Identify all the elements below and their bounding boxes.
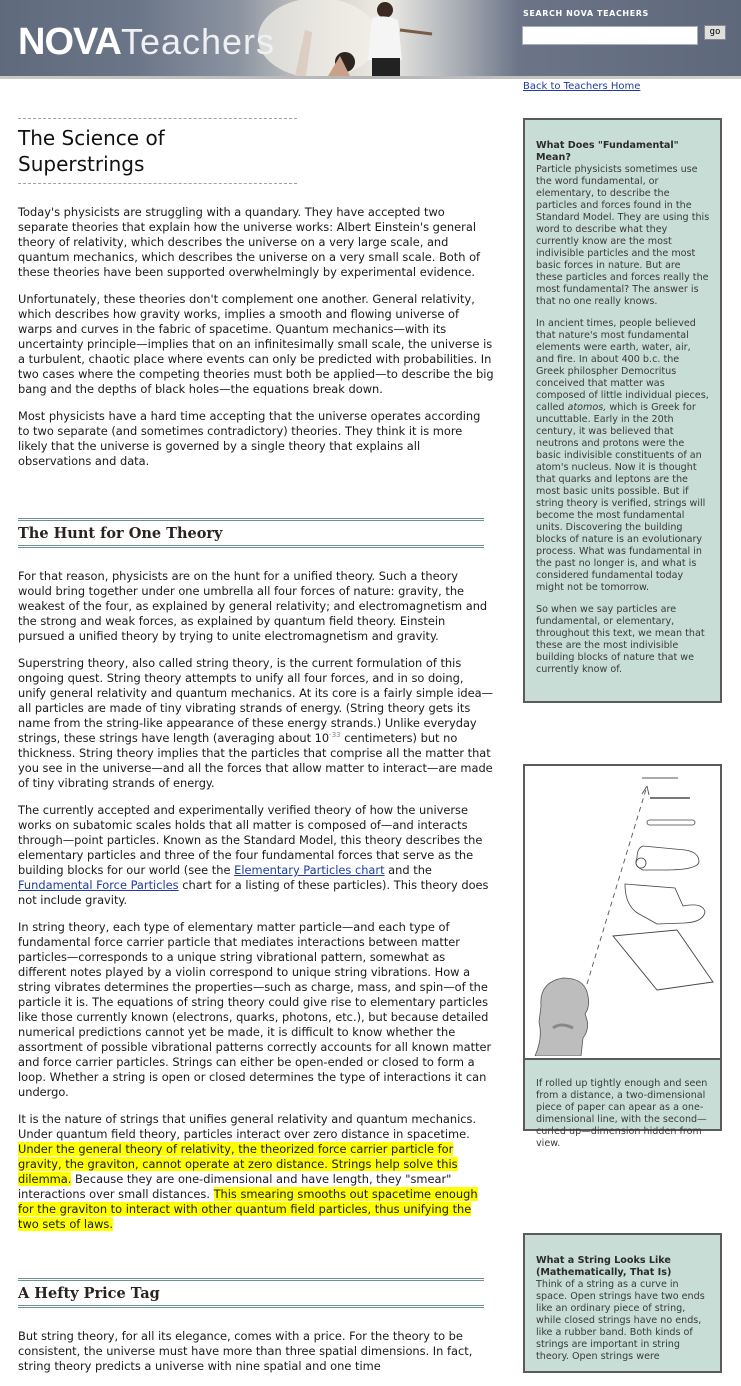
text-span: The currently accepted and experimentally verified theory of how the universe works on subatomic scales holds that all matter is composed of—and interacts through—point particles. Known as the Standard Model, this theory describes the elementary particles and three of the four fundamental forces that serve as the building blocks for our world (see the — [18, 803, 483, 877]
text-span: which is Greek for uncuttable. Early in the 20th century, it was believed that neutrons and protons were the basic indivisible constituents of an atom's nucleus. Now it is thought that quarks and leptons are the most basic units possible. But if string theory is verified, strings will become the most fundamental units. Discovering the building blocks of nature is an evolutionary process. What was fundamental in the past no longer is, and what is considered fundamental today might not be tomorrow. — [536, 402, 706, 593]
text-span: In ancient times, people believed that nature's most fundamental elements were earth, water, air, and fire. In about 400 b.c. the Greek philospher Democritus conceived that matter was composed of little individual pieces, called — [536, 318, 709, 413]
logo-teachers: Teachers — [120, 21, 276, 62]
section-heading-hunt — [18, 518, 484, 548]
intro-paragraph-3: Most physicists have a hard time accepting that the universe operates according to two separate (and sometimes contradictory) theories. They think it is more likely that the universe is governed by a single theory that explains all observations and data. — [18, 409, 481, 468]
hunt-paragraph-3 — [18, 803, 494, 908]
fundamental-force-particles-link[interactable]: Fundamental Force Particles — [18, 878, 179, 892]
text-span: and the — [384, 863, 432, 877]
header-divider — [0, 76, 741, 79]
hunt-paragraph-2 — [18, 656, 494, 791]
sidebar-string-looks-box — [523, 1233, 722, 1373]
section-heading-text: The Hunt for One Theory — [18, 525, 223, 542]
hunt-paragraph-4: In string theory, each type of elementary matter particle—and each type of fundamental force carrier particle that mediates interactions between matter particles—corresponds to a unique string vibrational pattern, somewhat as different notes played by a violin correspond to unique string vibrations. How a string vibrates determines the properties—such as charge, mass, and spin—of the particle it is. The equations of string theory could give rise to elementary particles like those currently known (electrons, quarks, photons, etc.), but because detailed numerical predictions cannot yet be made, it is difficult to know whether the assortment of possible vibrational patterns correctly accounts for all known matter and force carrier particles. Strings can either be open-ended or closed to form a loop. Whether a string is open or closed determines the type of interactions it can undergo. — [18, 920, 492, 1099]
highlighted-text: This smearing smooths out spacetime enough for the graviton to interact with other quantum field particles, thus unifying the two sets of laws. — [18, 1187, 478, 1231]
search-label: SEARCH NOVA TEACHERS — [523, 9, 649, 18]
sidebar-paragraph: Think of a string as a curve in space. Open strings have two ends like an ordinary piece of string, while closed strings have no ends, like a rubber band. Both kinds of strings are important in string theory. Open strings were — [536, 1279, 705, 1362]
back-to-teachers-home-link[interactable]: Back to Teachers Home — [523, 81, 641, 92]
article — [18, 118, 494, 1386]
hunt-paragraph-1: For that reason, physicists are on the hunt for a unified theory. Such a theory would bring together under one umbrella all four forces of nature: gravity, the weakest of the four, as explained by general relativity; and electromagnetism and the strong and weak forces, as explained by quantum field theory. Einstein pursued a unified theory by trying to unite electromagnetism and gravity. — [18, 569, 488, 643]
rolled-paper-illustration — [525, 766, 720, 1056]
section-heading-price — [18, 1278, 484, 1308]
section-heading-text: A Hefty Price Tag — [18, 1285, 160, 1302]
nova-teachers-logo[interactable] — [18, 21, 275, 64]
price-paragraph-1: But string theory, for all its elegance, comes with a price. For the theory to be consistent, the universe must have more than three spatial dimensions. In fact, string theory predicts a universe with nine spatial and one time — [18, 1329, 473, 1373]
exponent: -33 — [329, 731, 341, 740]
sidebar-paragraph — [536, 318, 710, 594]
text-span: Because they are one-dimensional and have length, they "smear" interactions over small distances. — [18, 1172, 452, 1201]
text-span: It is the nature of strings that unifies general relativity and quantum mechanics. Under quantum field theory, particles interact over zero distance in spacetime. — [18, 1112, 477, 1141]
rolled-paper-figure — [523, 764, 722, 1149]
intro-paragraph-2: Unfortunately, these theories don't complement one another. General relativity, which describes how gravity works, implies a smooth and flowing universe of warps and curves in the fabric of spacetime. Quantum mechanics—with its uncertainty principle—implies that on an infinitesimally small scale, the universe is a turbulent, chaotic place where events can only be predicted with probabilities. In two cases where the competing theories must both be applied—to describe the big bang and the depths of black holes—the equations break down. — [18, 292, 494, 396]
text-span: chart for a listing of these particles). This theory does not include gravity. — [18, 878, 489, 907]
elementary-particles-chart-link[interactable]: Elementary Particles chart — [234, 863, 385, 877]
text-span: Superstring theory, also called string theory, is the current formulation of this ongoing quest. String theory attempts to unify all four forces, and in so doing, unify general relativity and quantum mechanics. At its core is a fairly simple idea—all particles are made of tiny vibrating strands of energy. (String theory gets its name from the string-like appearance of these energy strands.) Unlike everyday strings, these strings have length (averaging about 10 — [18, 656, 493, 745]
figure-caption: If rolled up tightly enough and seen from a distance, a two-dimensional piece of paper can apear as a one-dimensional line, with the second—curled up—dimension hidden from view. — [525, 1058, 720, 1129]
sidebar-paragraph: Particle physicists sometimes use the word fundamental, or elementary, to describe the particles and forces found in the Standard Model. They are using this word to describe what they currently know are the most indivisible particles and the most basic forces in nature. But are these particles and forces really the most fundamental? The answer is that no one really knows. — [536, 164, 710, 307]
sidebar-paragraph: So when we say particles are fundamental, or elementary, throughout this text, we mean that these are the most indivisible building blocks of nature that we currently know of. — [536, 604, 705, 675]
sidebar-fundamental-box — [523, 118, 722, 703]
highlighted-text: Under the general theory of relativity, the theorized force carrier particle for gravity, the graviton, cannot operate at zero distance. Strings help solve this dilemma. — [18, 1142, 458, 1186]
site-header — [0, 0, 741, 76]
intro-paragraph-1: Today's physicists are struggling with a quandary. They have accepted two separate theories that explain how the universe works: Albert Einstein's general theory of relativity, which describes the universe on a very large scale, and quantum mechanics, which describes the universe on a very small scale. Both of these theories have been supported overwhelmingly by experimental evidence. — [18, 205, 481, 279]
logo-nova: NOVA — [18, 21, 121, 63]
hunt-paragraph-5 — [18, 1112, 494, 1232]
search-go-button[interactable]: go — [704, 25, 726, 40]
sidebar-box-title: What Does "Fundamental" Mean? — [536, 140, 679, 163]
search-input[interactable] — [522, 26, 698, 45]
sidebar-box-title: What a String Looks Like (Mathematically, That Is) — [536, 1255, 672, 1278]
emphasis: atomos, — [567, 402, 607, 413]
text-span: centimeters) but no thickness. String theory implies that the particles that comprise all the matter that you see in the universe—and all the forces that allow matter to interact—are made of tiny vibrating strands of energy. — [18, 731, 493, 790]
page-title: The Science of Superstrings — [18, 118, 297, 184]
